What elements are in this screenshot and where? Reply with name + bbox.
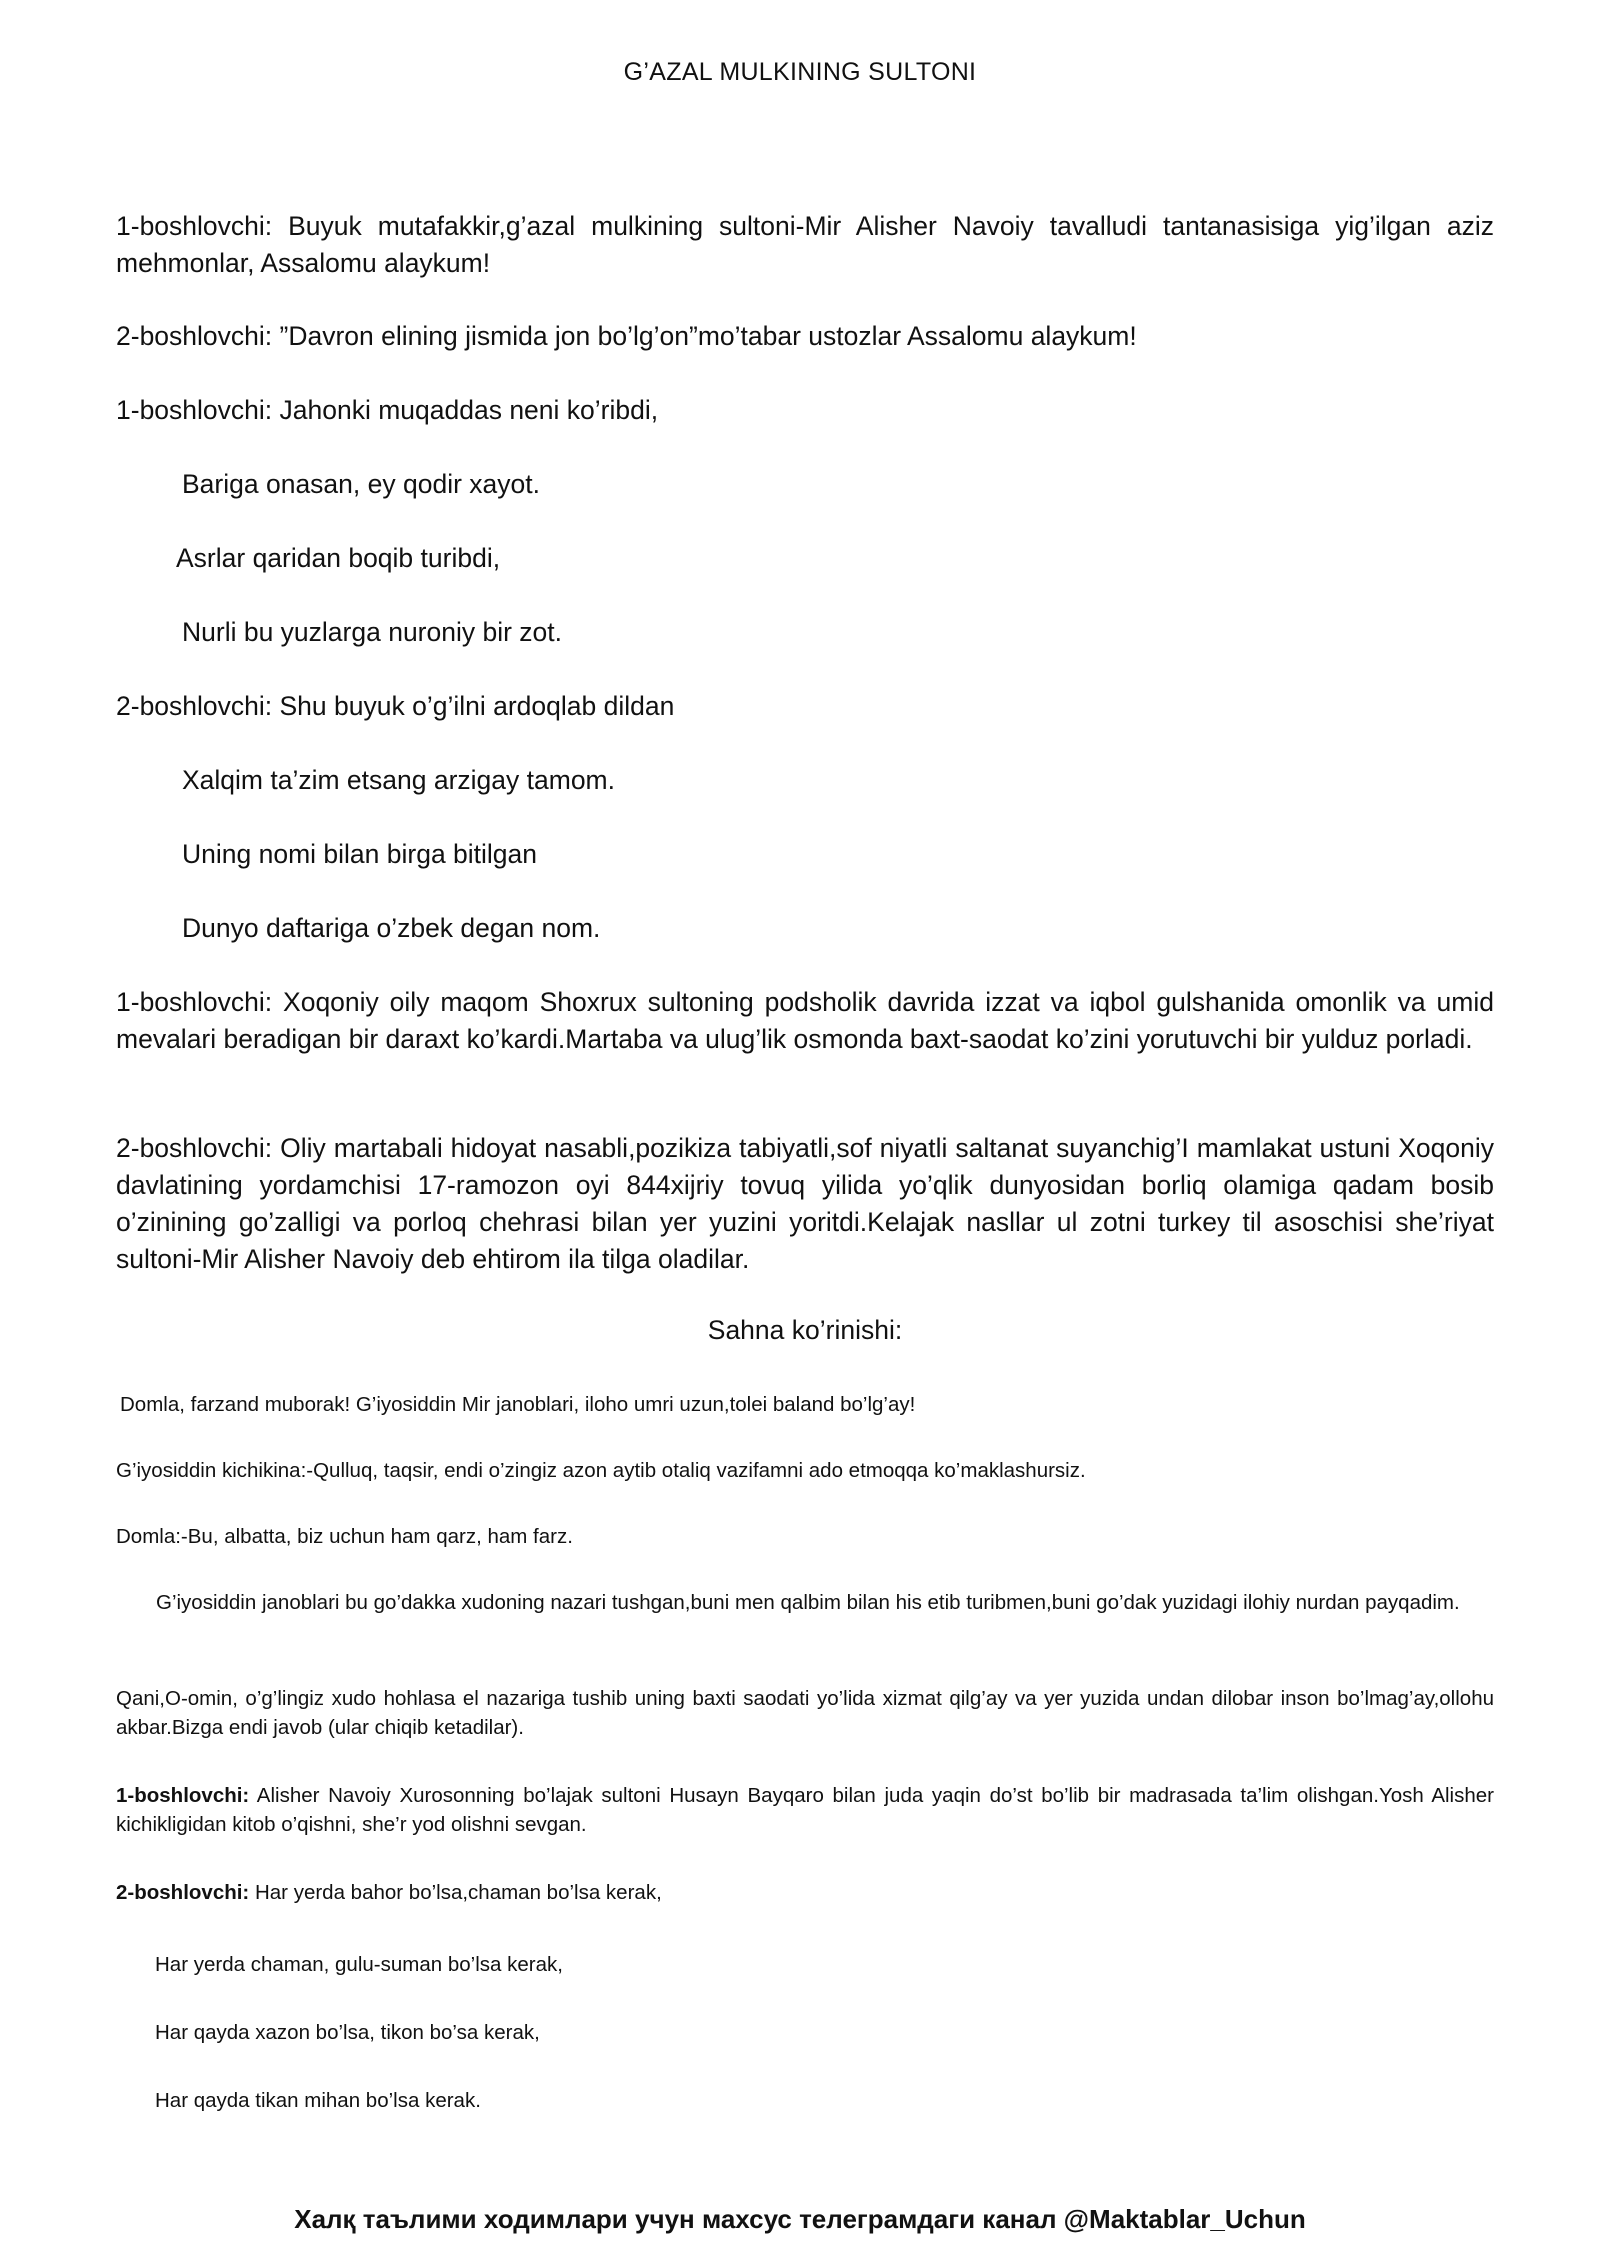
verse-line-1: Bariga onasan, ey qodir xayot. [182, 469, 540, 499]
paragraph-2: 2-boshlovchi: ”Davron elining jismida jon bo’lg’on”mo’tabar ustozlar Assalomu alaykum! [116, 321, 1137, 351]
speaker-label-2: 2-boshlovchi: [116, 1881, 250, 1904]
verse-line-5: Uning nomi bilan birga bitilgan [182, 839, 538, 869]
scene-heading: Sahna ko’rinishi: [707, 1315, 903, 1345]
verse-line-3: Nurli bu yuzlarga nuroniy bir zot. [182, 617, 563, 647]
paragraph-7-text: Alisher Navoiy Xurosonning bo’lajak sultoni Husayn Bayqaro bilan juda yaqin do’st bo’lib bir madrasada ta’lim olishgan.Yosh Alisher kichikligidan kitob o’qishni, she’r yod olishni sevgan. [116, 1784, 1494, 1836]
dialogue-2: G’iyosiddin kichikina:-Qulluq, taqsir, endi o’zingiz azon aytib otaliq vazifamni ado etmoqqa ko’maklashursiz. [116, 1459, 1086, 1482]
paragraph-8-text: Har yerda bahor bo’lsa,chaman bo’lsa kerak, [249, 1881, 662, 1904]
document-title: G’AZAL MULKINING SULTONI [623, 58, 977, 86]
paragraph-3: 1-boshlovchi: Jahonki muqaddas neni ko’ribdi, [116, 395, 659, 425]
paragraph-8 [116, 1878, 1494, 1907]
verse-line-2: Asrlar qaridan boqib turibdi, [176, 543, 501, 573]
dialogue-1: Domla, farzand muborak! G’iyosiddin Mir janoblari, iloho umri uzun,tolei baland bo’lg’ay! [120, 1393, 916, 1416]
paragraph-6: 2-boshlovchi: Oliy martabali hidoyat nasabli,pozikiza tabiyatli,sof niyatli saltanat suyanchig’I mamlakat ustuni Xoqoniy davlatining yordamchisi 17-ramozon oyi 844xijriy tovuq yilida yo’qlik dunyosidan borliq olamiga qadam bosib o’zinining go’zalligi va porloq chehrasi bilan yer yuzini yoritdi.Kelajak nasllar ul zotni turkey til asoschisi she’riyat sultoni-Mir Alisher Navoiy deb ehtirom ila tilga oladilar. [116, 1133, 1494, 1274]
verse-line-8: Har qayda xazon bo’lsa, tikon bo’sa kerak, [155, 2021, 540, 2044]
dialogue-4: G’iyosiddin janoblari bu go’dakka xudoning nazari tushgan,buni men qalbim bilan his etib turibmen,buni go’dak yuzidagi ilohiy nurdan payqadim. [156, 1591, 1460, 1614]
paragraph-1: 1-boshlovchi: Buyuk mutafakkir,g’azal mulkining sultoni-Mir Alisher Navoiy tavalludi tantanasisiga yig’ilgan aziz mehmonlar, Assalomu alaykum! [116, 211, 1494, 278]
paragraph-7 [116, 1781, 1494, 1839]
paragraph-5: 1-boshlovchi: Xoqoniy oily maqom Shoxrux sultoning podsholik davrida izzat va iqbol gulshanida omonlik va umid mevalari beradigan bir daraxt ko’kardi.Martaba va ulug’lik osmonda baxt-saodat ko’zini yorutuvchi bir yulduz porladi. [116, 987, 1494, 1054]
paragraph-4: 2-boshlovchi: Shu buyuk o’g’ilni ardoqlab dildan [116, 691, 675, 721]
verse-line-6: Dunyo daftariga o’zbek degan nom. [182, 913, 601, 943]
speaker-label-1: 1-boshlovchi: [116, 1784, 250, 1807]
dialogue-3: Domla:-Bu, albatta, biz uchun ham qarz, ham farz. [116, 1525, 573, 1548]
verse-line-7: Har yerda chaman, gulu-suman bo’lsa kerak, [155, 1953, 563, 1976]
verse-line-9: Har qayda tikan mihan bo’lsa kerak. [155, 2089, 481, 2112]
dialogue-5: Qani,O-omin, o’g’lingiz xudo hohlasa el nazariga tushib uning baxti saodati yo’lida xizmat qilg’ay va yer yuzida undan dilobar inson bo’lmag’ay,ollohu akbar.Bizga endi javob (ular chiqib ketadilar). [116, 1687, 1494, 1739]
footer-channel: Халқ таълими ходимлари учун махсус телеграмдаги канал @Maktablar_Uchun [294, 2204, 1306, 2234]
verse-line-4: Xalqim ta’zim etsang arzigay tamom. [182, 765, 615, 795]
